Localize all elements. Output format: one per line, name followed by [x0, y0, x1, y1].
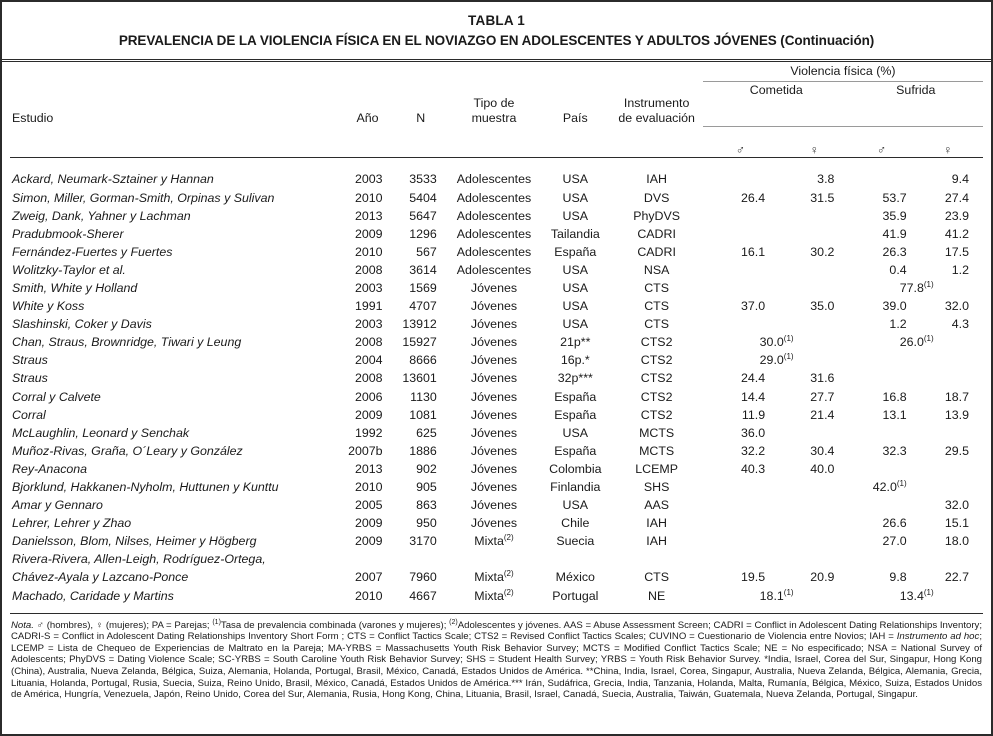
row-estudio: Slashinski, Coker y Davis — [12, 317, 152, 332]
row-instrumento: CTS2 — [640, 407, 673, 422]
row-estudio: Simon, Miller, Gorman-Smith, Orpinas y Sulivan — [12, 190, 275, 205]
row-sufrida-female: 32.0 — [944, 299, 969, 314]
row-sufrida-male: 42.0$^{(1)}$ — [872, 478, 907, 494]
row-cometida-female: 40.0 — [810, 461, 835, 476]
header-cometida: Cometida — [749, 82, 803, 97]
sym-spacer-instr — [610, 126, 702, 157]
row-cometida-male: 16.1 — [740, 244, 766, 259]
row-sufrida-female: 13.9 — [944, 407, 969, 422]
row-sufrida-female: 32.0 — [944, 498, 969, 513]
row-instrumento: SHS — [643, 480, 670, 494]
table-row — [10, 496, 983, 514]
sym-spacer-muestra — [448, 126, 540, 157]
row-sufrida-female: 18.7 — [944, 389, 969, 404]
table-row — [10, 351, 983, 369]
row-cometida-male: 36.0 — [740, 425, 766, 440]
row-tipo-muestra: Jóvenes — [470, 299, 518, 314]
header-instrumento-line2: de evaluación — [618, 110, 695, 125]
row-instrumento: LCEMP — [635, 461, 678, 476]
row-anio: 2013 — [354, 208, 383, 223]
row-cometida-female — [778, 514, 850, 532]
row-sufrida-female: 1.2 — [951, 262, 969, 277]
header-n: N — [416, 110, 426, 125]
table-row — [10, 315, 983, 333]
row-cometida-male: 24.4 — [740, 371, 766, 386]
table-row — [10, 388, 983, 406]
row-anio: 2007b — [348, 443, 383, 458]
row-instrumento: NSA — [643, 262, 670, 277]
row-estudio: Straus — [12, 371, 48, 386]
row-sufrida-female: 17.5 — [944, 244, 969, 259]
row-estudio: Machado, Caridade y Martins — [12, 588, 174, 603]
table-row — [10, 460, 983, 478]
row-estudio: Wolitzky-Taylor et al. — [12, 262, 126, 277]
row-n: 8666 — [409, 353, 437, 368]
row-sufrida-male — [850, 369, 912, 387]
row-cometida-female: 31.6 — [810, 371, 835, 386]
row-cometida-female — [778, 532, 850, 550]
row-n: 567 — [416, 244, 437, 259]
row-instrumento: CTS2 — [640, 371, 673, 386]
row-instrumento: CTS2 — [640, 353, 673, 368]
table-row — [10, 207, 983, 225]
table-row — [10, 297, 983, 315]
row-tipo-muestra: Jóvenes — [470, 335, 518, 350]
row-pais: 32p*** — [557, 371, 593, 386]
row-cometida-female: 30.2 — [810, 244, 835, 259]
notes-text-2: Tasa de prevalencia combinada (varones y mujeres); — [220, 619, 450, 631]
row-sufrida-female — [913, 369, 983, 387]
row-pais: USA — [562, 498, 589, 513]
table-row — [10, 550, 983, 586]
row-sufrida-male: 16.8 — [882, 389, 907, 404]
row-pais: Finlandia — [550, 480, 601, 494]
header-instrumento-line1: Instrumento — [623, 95, 690, 110]
row-pais: 21p** — [560, 335, 591, 350]
row-estudio: Corral — [12, 407, 46, 422]
row-estudio: Bjorklund, Hakkanen-Nyholm, Huttunen y Kunttu — [12, 480, 279, 494]
header-instrumento — [610, 62, 702, 127]
sym-spacer-pais — [540, 126, 610, 157]
row-anio: 1992 — [354, 425, 383, 440]
row-n: 13601 — [402, 371, 437, 386]
row-cometida-combined: 29.0$^{(1)}$ — [759, 352, 794, 368]
row-sufrida-male — [850, 424, 912, 442]
row-sufrida-male — [850, 157, 912, 189]
row-sufrida-female — [913, 460, 983, 478]
row-anio: 2004 — [354, 353, 383, 368]
row-n: 1296 — [409, 226, 437, 241]
row-n: 863 — [416, 498, 437, 513]
row-pais: 16p.* — [560, 353, 590, 368]
row-n: 3614 — [409, 262, 437, 277]
title-block — [2, 2, 991, 62]
row-pais: USA — [562, 425, 589, 440]
header-tipo-muestra-line1: Tipo de — [473, 95, 515, 110]
notes-sup-1: (1) — [212, 618, 221, 626]
violencia-subgroups — [703, 83, 983, 98]
row-sufrida-male: 41.9 — [882, 226, 907, 241]
row-cometida-female — [778, 496, 850, 514]
row-anio: 2010 — [354, 244, 383, 259]
row-anio: 2013 — [354, 461, 383, 476]
row-pais: España — [554, 244, 597, 259]
row-anio: 2009 — [354, 407, 383, 422]
row-estudio: Lehrer, Lehrer y Zhao — [12, 516, 132, 531]
row-cometida-female — [778, 261, 850, 279]
row-cometida-female — [778, 225, 850, 243]
row-cometida-female: 35.0 — [810, 299, 835, 314]
row-cometida-combined: 18.1$^{(1)}$ — [759, 587, 794, 603]
row-tipo-muestra: Adolescentes — [456, 244, 532, 259]
row-pais: Colombia — [549, 461, 602, 476]
row-estudio: Amar y Gennaro — [12, 498, 103, 513]
row-estudio: Zweig, Dank, Yahner y Lachman — [12, 208, 191, 223]
row-estudio: McLaughlin, Leonard y Senchak — [12, 425, 190, 440]
row-n: 950 — [416, 516, 437, 531]
row-sufrida-male — [850, 351, 912, 369]
row-cometida-male: 32.2 — [740, 443, 766, 458]
header-violencia-group — [703, 62, 983, 127]
row-instrumento: PhyDVS — [633, 208, 681, 223]
row-instrumento: CTS2 — [640, 335, 673, 350]
row-n: 3533 — [409, 172, 437, 187]
row-cometida-female: 31.5 — [810, 190, 835, 205]
row-sufrida-female: 27.4 — [944, 190, 969, 205]
row-sufrida-combined: 26.0$^{(1)}$ — [899, 334, 934, 350]
row-tipo-muestra: Jóvenes — [470, 461, 518, 476]
header-cometida-male-icon: ♂ — [703, 126, 778, 157]
row-pais: España — [554, 443, 597, 458]
row-sufrida-female: 9.4 — [951, 172, 969, 187]
row-tipo-muestra: Jóvenes — [470, 407, 518, 422]
row-tipo-muestra: Adolescentes — [456, 172, 532, 187]
header-cometida-female-icon: ♀ — [778, 126, 850, 157]
row-n: 1886 — [409, 443, 437, 458]
row-pais: USA — [562, 317, 589, 332]
row-n: 5647 — [409, 208, 437, 223]
table-row — [10, 369, 983, 387]
row-tipo-muestra: Adolescentes — [456, 226, 532, 241]
row-sufrida-male: 27.0 — [882, 534, 907, 549]
table-row — [10, 261, 983, 279]
notes-text-4: ; LCEMP = Lista de Chequeo de Experiencias de Maltrato en la Pareja; MA-YRBS = Massachusetts Youth Risk Behavior Survey; MCTS = Modified Conflict Tactics Scale; NE = No especificado; NSA = National Survey of Adolescents; PhyDVS = Dating Violence Scale; SC-YRBS = South Caroline Youth Risk Behavior Survey; SHS = Student Health Survey; YRBS = Youth Risk Behavior Survey. *India, Israel, Corea del Sur, Singapur, Hong Kong (China), Australia, Nueva Zelanda, Bélgica, Suiza, Alemania, Holanda, Portugal, Brasil, México, Canadá, Estados Unidos de América. **China, India, Israel, Corea, Singapur, Australia, Nueva Zelanda, Bélgica, Alemania, Grecia, Lituania, Holanda, Portugal, Rusia, Suecia, Suiza, Reino Unido, Brasil, México, Canadá, Estados Unidos de América.*** Irán, Sudáfrica, Grecia, India, Tanzania, Holanda, Malta, Rumanía, Bélgica, México, Suiza, Estados Unidos de América, Hungría, Venezuela, Japón, Reino Unido, Corea del Sur, Alemania, Rusia, Hong Kong, China, Lituania, Brasil, Israel, Canadá, Suecia, Australia, Taiwán, Guatemala, Nueva Zelanda, Portugal, Singapur. — [11, 631, 982, 701]
table-notes — [2, 614, 991, 734]
row-estudio: Straus — [12, 353, 48, 368]
body-bottom-rule — [10, 605, 983, 614]
row-tipo-muestra: Adolescentes — [456, 262, 532, 277]
header-sufrida: Sufrida — [896, 82, 936, 97]
row-cometida-female: 20.9 — [810, 570, 835, 585]
header-anio: Año — [356, 110, 379, 125]
row-sufrida-female: 18.0 — [944, 534, 969, 549]
row-instrumento: CTS — [644, 280, 670, 295]
row-sufrida-female — [913, 478, 983, 496]
row-sufrida-male: 39.0 — [882, 299, 907, 314]
row-anio: 2003 — [354, 317, 383, 332]
row-tipo-muestra: Jóvenes — [470, 280, 518, 295]
row-cometida-male — [703, 207, 778, 225]
row-cometida-male — [703, 225, 778, 243]
row-tipo-muestra: Jóvenes — [470, 480, 518, 494]
row-cometida-male: 14.4 — [740, 389, 766, 404]
row-estudio: Danielsson, Blom, Nilses, Heimer y Högberg — [12, 534, 257, 549]
row-estudio: Corral y Calvete — [12, 389, 101, 404]
table-row — [10, 243, 983, 261]
table-title: PREVALENCIA DE LA VIOLENCIA FÍSICA EN EL NOVIAZGO EN ADOLESCENTES Y ADULTOS JÓVENES (Continuación) — [118, 33, 875, 49]
row-anio: 2010 — [354, 588, 383, 603]
row-tipo-muestra: Adolescentes — [456, 208, 532, 223]
row-pais: Chile — [561, 516, 590, 531]
row-anio: 2006 — [354, 389, 383, 404]
row-pais: USA — [562, 280, 589, 295]
row-cometida-male — [703, 157, 778, 189]
header-row-symbols — [10, 126, 983, 157]
header-row-main — [10, 62, 983, 127]
row-cometida-female — [778, 315, 850, 333]
table-row — [10, 424, 983, 442]
header-pais: País — [562, 110, 588, 125]
row-cometida-combined: 30.0$^{(1)}$ — [759, 334, 794, 350]
header-sufrida-female-icon: ♀ — [913, 126, 983, 157]
notes-label: Nota. — [11, 619, 34, 631]
row-tipo-muestra: Jóvenes — [470, 516, 518, 531]
row-n: 902 — [416, 461, 437, 476]
table-row — [10, 532, 983, 550]
row-n: 13912 — [402, 317, 437, 332]
row-cometida-male: 11.9 — [741, 407, 766, 422]
row-tipo-muestra: Jóvenes — [470, 317, 518, 332]
row-instrumento: CTS — [644, 570, 670, 585]
row-pais: España — [554, 389, 597, 404]
row-tipo-muestra: Adolescentes — [456, 190, 532, 205]
row-estudio: Rivera-Rivera, Allen-Leigh, Rodríguez-Ortega, Chávez-Ayala y Lazcano-Ponce — [12, 552, 266, 585]
row-anio: 2003 — [354, 280, 383, 295]
row-cometida-female — [778, 478, 850, 496]
row-anio: 2010 — [354, 190, 383, 205]
row-estudio: White y Koss — [12, 299, 85, 314]
row-cometida-female: 30.4 — [810, 443, 835, 458]
row-pais: USA — [562, 208, 589, 223]
row-instrumento: CTS2 — [640, 389, 673, 404]
notes-text-1: ♂ (hombres), ♀ (mujeres); PA = Parejas; — [33, 619, 213, 631]
row-cometida-female — [778, 207, 850, 225]
table-row — [10, 406, 983, 424]
row-anio: 2008 — [354, 371, 383, 386]
table-wrap — [2, 62, 991, 614]
row-cometida-male — [703, 532, 778, 550]
row-anio: 2010 — [354, 480, 383, 494]
row-sufrida-female: 23.9 — [944, 208, 969, 223]
row-cometida-female: 3.8 — [817, 172, 835, 187]
row-sufrida-male: 53.7 — [882, 190, 907, 205]
row-sufrida-female: 29.5 — [944, 443, 969, 458]
row-n: 905 — [416, 480, 437, 494]
row-tipo-muestra: Mixta$^{(2)}$ — [474, 587, 514, 603]
row-n: 15927 — [402, 335, 437, 350]
table-row — [10, 157, 983, 189]
row-estudio: Pradubmook-Sherer — [12, 226, 124, 241]
row-estudio: Fernández-Fuertes y Fuertes — [12, 244, 173, 259]
row-cometida-female: 27.7 — [810, 389, 835, 404]
row-n: 1081 — [409, 407, 437, 422]
row-pais: USA — [562, 299, 589, 314]
row-sufrida-male: 9.8 — [889, 570, 907, 585]
row-anio: 2009 — [354, 226, 383, 241]
header-tipo-muestra-line2: muestra — [471, 110, 517, 125]
row-sufrida-male: 0.4 — [889, 262, 907, 277]
header-estudio: Estudio — [12, 110, 54, 125]
row-pais: USA — [562, 190, 589, 205]
row-sufrida-male: 35.9 — [882, 208, 907, 223]
row-instrumento: CADRI — [637, 244, 676, 259]
row-tipo-muestra: Jóvenes — [470, 389, 518, 404]
table-row — [10, 478, 983, 496]
row-sufrida-female: 41.2 — [944, 226, 969, 241]
row-pais: USA — [562, 172, 589, 187]
row-instrumento: CTS — [644, 299, 670, 314]
row-instrumento: CADRI — [637, 226, 676, 241]
row-anio: 2008 — [354, 262, 383, 277]
row-cometida-male — [703, 478, 778, 496]
row-instrumento: MCTS — [639, 425, 675, 440]
row-tipo-muestra: Jóvenes — [470, 425, 518, 440]
row-cometida-male: 40.3 — [740, 461, 766, 476]
row-anio: 2005 — [354, 498, 383, 513]
row-sufrida-male: 1.2 — [889, 317, 907, 332]
row-cometida-male — [703, 279, 778, 297]
row-cometida-male: 26.4 — [740, 190, 766, 205]
row-pais: USA — [562, 262, 589, 277]
row-cometida-female — [778, 424, 850, 442]
row-pais: Portugal — [552, 588, 599, 603]
table-row — [10, 442, 983, 460]
row-estudio: Chan, Straus, Brownridge, Tiwari y Leung — [12, 335, 242, 350]
row-sufrida-male: 26.3 — [882, 244, 907, 259]
row-instrumento: DVS — [643, 190, 670, 205]
row-anio: 2007 — [354, 570, 383, 585]
sym-spacer-anio — [341, 126, 393, 157]
row-instrumento: IAH — [646, 534, 667, 549]
row-n: 5404 — [409, 190, 437, 205]
table-row — [10, 587, 983, 605]
row-tipo-muestra: Jóvenes — [470, 443, 518, 458]
table-head — [10, 62, 983, 158]
row-cometida-male: 19.5 — [740, 570, 766, 585]
table-row — [10, 514, 983, 532]
row-anio: 2009 — [354, 516, 383, 531]
table-foot — [10, 605, 983, 614]
table-row — [10, 225, 983, 243]
row-estudio: Smith, White y Holland — [12, 280, 138, 295]
row-estudio: Muñoz-Rivas, Graña, O´Leary y González — [12, 443, 243, 458]
prevalence-table — [10, 62, 983, 614]
row-tipo-muestra: Mixta$^{(2)}$ — [474, 569, 514, 585]
sym-spacer-estudio — [10, 126, 341, 157]
row-instrumento: CTS — [644, 317, 670, 332]
row-n: 1569 — [409, 280, 437, 295]
row-cometida-male — [703, 514, 778, 532]
table-body — [10, 157, 983, 605]
row-instrumento: IAH — [646, 172, 667, 187]
row-tipo-muestra: Jóvenes — [470, 498, 518, 513]
row-pais: Tailandia — [550, 226, 600, 241]
table-row — [10, 189, 983, 207]
row-cometida-male — [703, 315, 778, 333]
table-number: TABLA 1 — [468, 13, 525, 28]
row-sufrida-male — [850, 460, 912, 478]
row-pais: Suecia — [556, 534, 595, 549]
row-sufrida-male: 32.3 — [882, 443, 907, 458]
row-n: 4667 — [409, 588, 437, 603]
row-pais: España — [554, 407, 597, 422]
header-sufrida-male-icon: ♂ — [850, 126, 912, 157]
table-row — [10, 279, 983, 297]
row-sufrida-combined: 77.8$^{(1)}$ — [899, 279, 934, 295]
row-n: 7960 — [409, 570, 437, 585]
row-instrumento: NE — [648, 588, 666, 603]
body-rule-cell — [10, 605, 983, 614]
row-cometida-female — [778, 279, 850, 297]
header-tipo-muestra — [448, 62, 540, 127]
notes-sup-2: (2) — [449, 618, 458, 626]
header-violencia-fisica: Violencia física (%) — [790, 63, 896, 78]
row-sufrida-female: 22.7 — [944, 570, 969, 585]
row-sufrida-combined: 13.4$^{(1)}$ — [899, 587, 934, 603]
row-n: 1130 — [410, 389, 437, 404]
row-n: 625 — [416, 425, 437, 440]
row-sufrida-female — [913, 424, 983, 442]
row-sufrida-male: 26.6 — [882, 516, 907, 531]
row-sufrida-male: 13.1 — [882, 407, 907, 422]
row-anio: 2003 — [354, 172, 383, 187]
row-tipo-muestra: Jóvenes — [470, 353, 518, 368]
row-estudio: Ackard, Neumark-Sztainer y Hannan — [12, 172, 214, 187]
row-n: 4707 — [409, 299, 437, 314]
row-sufrida-female: 4.3 — [951, 317, 969, 332]
row-tipo-muestra: Mixta$^{(2)}$ — [474, 533, 514, 549]
row-tipo-muestra: Jóvenes — [470, 371, 518, 386]
sym-spacer-n — [394, 126, 448, 157]
row-sufrida-female — [913, 351, 983, 369]
row-anio: 1991 — [354, 299, 383, 314]
row-cometida-male: 37.0 — [740, 299, 766, 314]
row-cometida-female: 21.4 — [810, 407, 835, 422]
row-instrumento: AAS — [644, 498, 670, 513]
row-instrumento: MCTS — [639, 443, 675, 458]
row-sufrida-female: 15.1 — [944, 516, 969, 531]
row-anio: 2009 — [354, 534, 383, 549]
row-estudio: Rey-Anacona — [12, 461, 88, 476]
table-row — [10, 333, 983, 351]
notes-text-3: Adolescentes y jóvenes. AAS = Abuse Assessment Screen; CADRI = Conflict in Adolescent Dating Relationships Inventory; CADRI-S = Conflict in Adolescent Dating Relationships Inventory Short Form ; CTS = Conflict Tactics Scale; CTS2 = Revised Conflict Tactics Scales; CUVINO = Cuestionario de Violencia entre Novios; IAH = — [11, 619, 983, 643]
notes-italic-1: Instrumento ad hoc — [896, 631, 980, 643]
row-cometida-male — [703, 496, 778, 514]
row-n: 3170 — [409, 534, 437, 549]
row-sufrida-male — [850, 496, 912, 514]
row-instrumento: IAH — [646, 516, 667, 531]
row-cometida-male — [703, 261, 778, 279]
row-anio: 2008 — [354, 335, 383, 350]
row-pais: México — [555, 570, 595, 585]
